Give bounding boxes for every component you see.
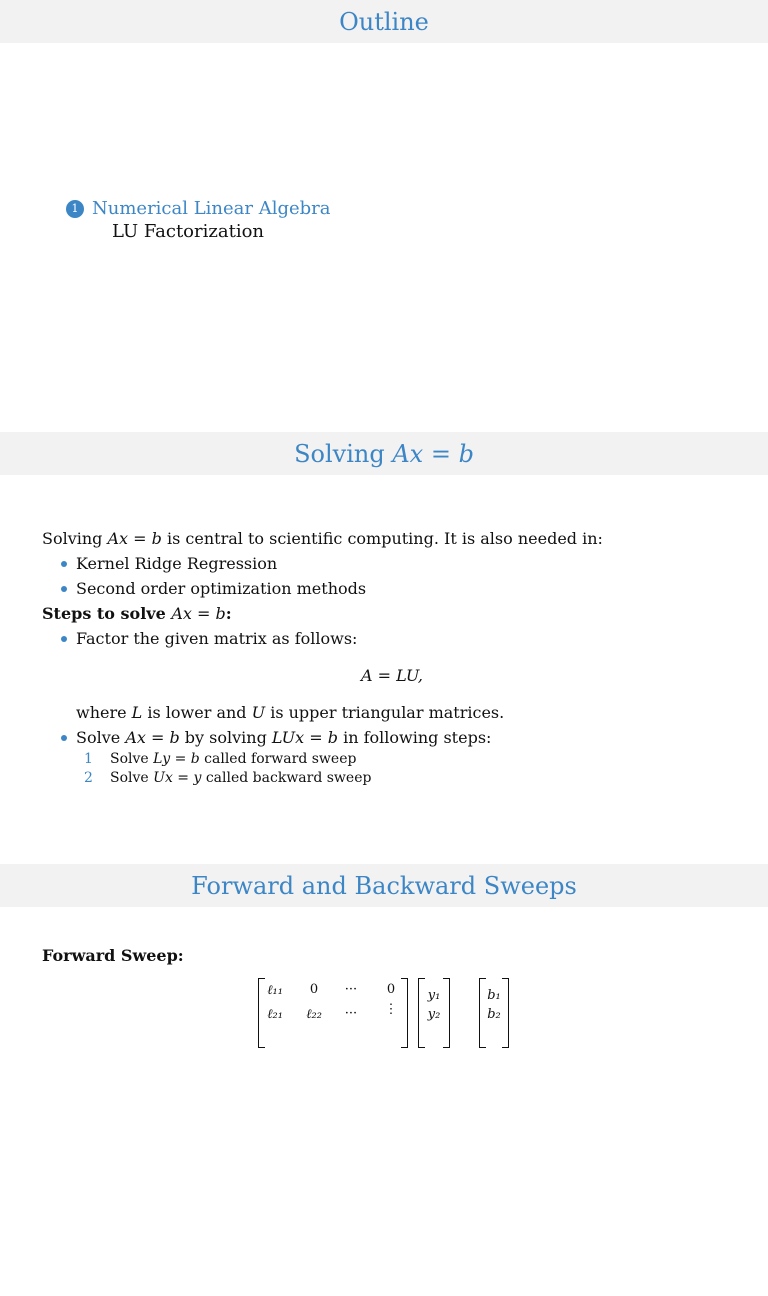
intro-post: is central to scientific computing. It is also needed in: (161, 529, 603, 548)
bullet-item: Second order optimization methods (42, 576, 742, 601)
vector-cell: b₁ (487, 988, 501, 1003)
matrix-cell: 0 (386, 982, 396, 997)
matrix-cell: ℓ₂₂ (306, 1007, 322, 1022)
slide-title-math: Ax = b (392, 439, 474, 468)
where-u: U (251, 703, 266, 722)
slide-title-bar (0, 864, 768, 907)
matrix-cell: 0 (309, 982, 319, 997)
matrix-cell: ··· (344, 982, 358, 997)
vector-cell: y₂ (427, 1007, 441, 1022)
where-l: L (131, 703, 143, 722)
matrix-cell: ℓ₂₁ (267, 1007, 283, 1022)
where-text: is lower and (142, 703, 252, 722)
matrix-cell: ℓ₁₁ (267, 983, 283, 998)
bullet-item: Kernel Ridge Regression (42, 551, 742, 576)
equation (42, 651, 742, 700)
enum-number: 2 (84, 770, 93, 786)
section-number-badge: 1 (66, 200, 84, 218)
intro-line (42, 526, 742, 551)
slide-title-bar (0, 432, 768, 475)
where-line (42, 700, 742, 725)
vector-cell: y₁ (427, 988, 441, 1003)
steps-colon: : (225, 604, 232, 623)
outline-list (66, 198, 331, 242)
slide-title-text: Solving (294, 439, 385, 468)
solve-math: Ax = b (125, 728, 180, 747)
where-text: where (76, 703, 132, 722)
solve-text: by solving (179, 728, 272, 747)
bullet-item: Factor the given matrix as follows: (42, 626, 742, 651)
intro-pre: Solving (42, 529, 108, 548)
outline-section[interactable] (66, 198, 331, 219)
enum-number: 1 (84, 751, 93, 767)
steps-heading (42, 601, 742, 626)
slide-title: Forward and Backward Sweeps (191, 871, 577, 900)
slide-title: Outline (339, 7, 429, 36)
slide-body (42, 526, 742, 788)
forward-sweep-label: Forward Sweep: (42, 946, 184, 965)
matrix-l (258, 978, 408, 1038)
section-title: Numerical Linear Algebra (92, 198, 331, 219)
enum-math: Ly = b (153, 751, 200, 767)
enum-item (42, 769, 742, 788)
matrix-cell: ··· (344, 1006, 358, 1021)
solve-text: Solve (76, 728, 126, 747)
matrix-cell: ⋮ (384, 1002, 398, 1017)
vector-b (479, 978, 509, 1038)
vector-y (418, 978, 450, 1038)
outline-subsection[interactable]: LU Factorization (112, 221, 265, 242)
slide-title-bar (0, 0, 768, 43)
where-text: is upper triangular matrices. (265, 703, 505, 722)
slide-solving (0, 432, 768, 864)
slide-outline (0, 0, 768, 432)
solve-math: LUx = b (271, 728, 338, 747)
enum-text: Solve (110, 751, 154, 767)
enum-text: Solve (110, 770, 154, 786)
vector-cell: b₂ (487, 1007, 501, 1022)
steps-label: Steps to solve (42, 604, 172, 623)
bullet-item (42, 725, 742, 750)
enum-math: Ux = y (153, 770, 202, 786)
slide-sweeps (0, 864, 768, 1296)
equation-text: A = LU, (361, 666, 423, 685)
enum-item (42, 750, 742, 769)
steps-math: Ax = b (171, 604, 226, 623)
enum-text: called forward sweep (199, 751, 357, 767)
intro-math: Ax = b (107, 529, 162, 548)
solve-text: in following steps: (338, 728, 492, 747)
enum-text: called backward sweep (201, 770, 372, 786)
